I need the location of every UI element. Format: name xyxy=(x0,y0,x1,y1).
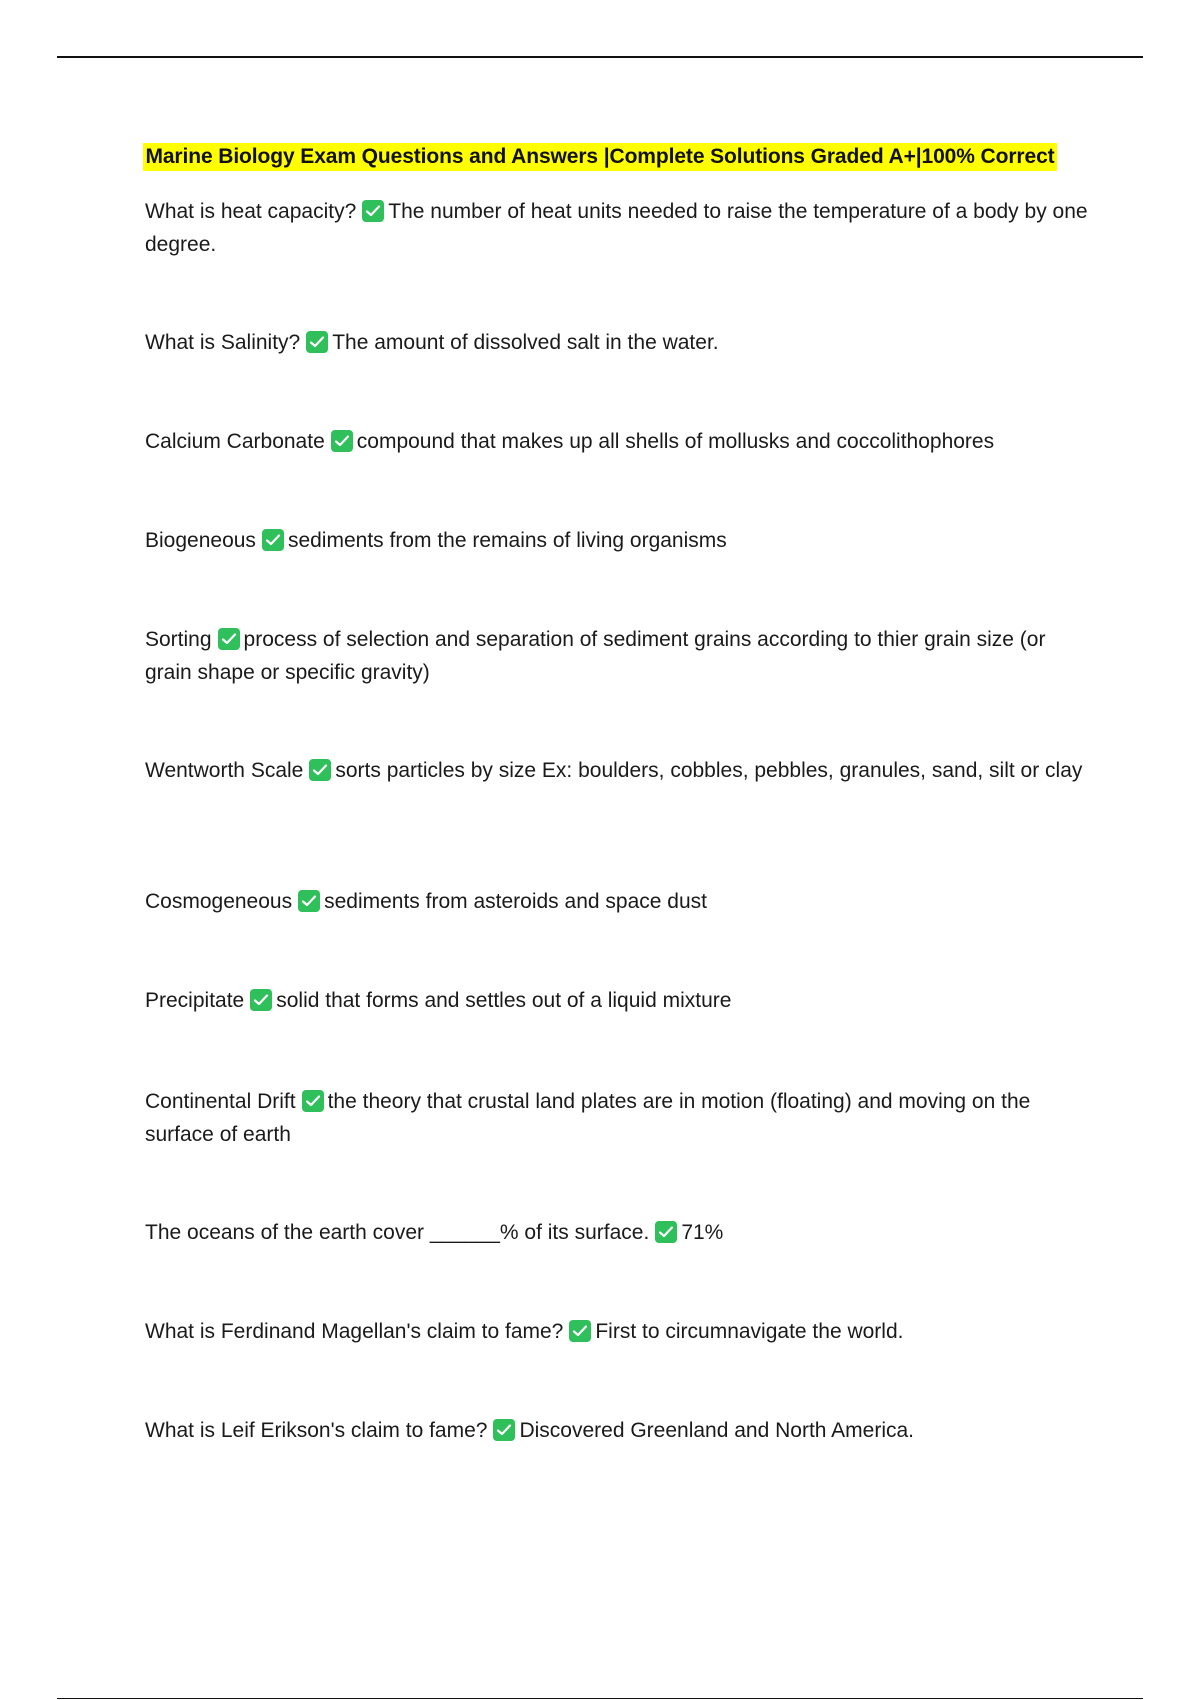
check-mark-icon xyxy=(250,989,272,1011)
answer: solid that forms and settles out of a liquid mixture xyxy=(276,989,732,1012)
check-mark-icon xyxy=(493,1419,515,1441)
check-mark-icon xyxy=(262,529,284,551)
answer: The number of heat units needed to raise the temperature of a body by one degree. xyxy=(145,200,1088,256)
answer: sediments from asteroids and space dust xyxy=(324,890,707,913)
question: Precipitate xyxy=(145,989,245,1012)
answer: The amount of dissolved salt in the water. xyxy=(332,331,719,354)
qa-item xyxy=(145,1085,1090,1151)
question: What is heat capacity? xyxy=(145,200,357,223)
qa-item xyxy=(145,195,1090,261)
qa-item xyxy=(145,524,1090,557)
check-mark-icon xyxy=(309,759,331,781)
qa-item xyxy=(145,1315,1090,1348)
check-mark-icon xyxy=(569,1320,591,1342)
question: The oceans of the earth cover ______% of its surface. xyxy=(145,1221,650,1244)
qa-item xyxy=(145,326,1090,359)
check-mark-icon xyxy=(306,331,328,353)
question: Wentworth Scale xyxy=(145,759,304,782)
question: What is Ferdinand Magellan's claim to fame? xyxy=(145,1320,564,1343)
answer: sediments from the remains of living organisms xyxy=(287,529,727,552)
question: What is Leif Erikson's claim to fame? xyxy=(145,1419,488,1442)
check-mark-icon xyxy=(302,1090,324,1112)
answer: Discovered Greenland and North America. xyxy=(519,1419,914,1442)
answer: process of selection and separation of sediment grains according to thier grain size (or grain shape or specific gravity) xyxy=(145,628,1046,684)
question: What is Salinity? xyxy=(145,331,301,354)
answer: the theory that crustal land plates are in motion (floating) and moving on the surface of earth xyxy=(145,1090,1031,1146)
question: Continental Drift xyxy=(145,1090,296,1113)
top-rule xyxy=(57,56,1143,58)
answer: First to circumnavigate the world. xyxy=(595,1320,904,1343)
question: Sorting xyxy=(145,628,212,651)
check-mark-icon xyxy=(218,628,240,650)
check-mark-icon xyxy=(362,200,384,222)
check-mark-icon xyxy=(331,430,353,452)
qa-item xyxy=(145,1216,1090,1249)
qa-item xyxy=(145,623,1090,689)
qa-item xyxy=(145,425,1090,458)
title-container xyxy=(0,143,1200,171)
qa-item xyxy=(145,984,1090,1017)
answer: sorts particles by size Ex: boulders, cobbles, pebbles, granules, sand, silt or clay xyxy=(335,759,1083,782)
qa-item xyxy=(145,1414,1090,1447)
question: Calcium Carbonate xyxy=(145,430,325,453)
question: Cosmogeneous xyxy=(145,890,293,913)
document-title: Marine Biology Exam Questions and Answers |Complete Solutions Graded A+|100% Correct xyxy=(143,143,1056,171)
check-mark-icon xyxy=(655,1221,677,1243)
check-mark-icon xyxy=(298,890,320,912)
question: Biogeneous xyxy=(145,529,256,552)
qa-item xyxy=(145,754,1090,787)
answer: compound that makes up all shells of mollusks and coccolithophores xyxy=(356,430,995,453)
qa-item xyxy=(145,885,1090,918)
answer: 71% xyxy=(681,1221,724,1244)
bottom-rule xyxy=(57,1698,1143,1699)
